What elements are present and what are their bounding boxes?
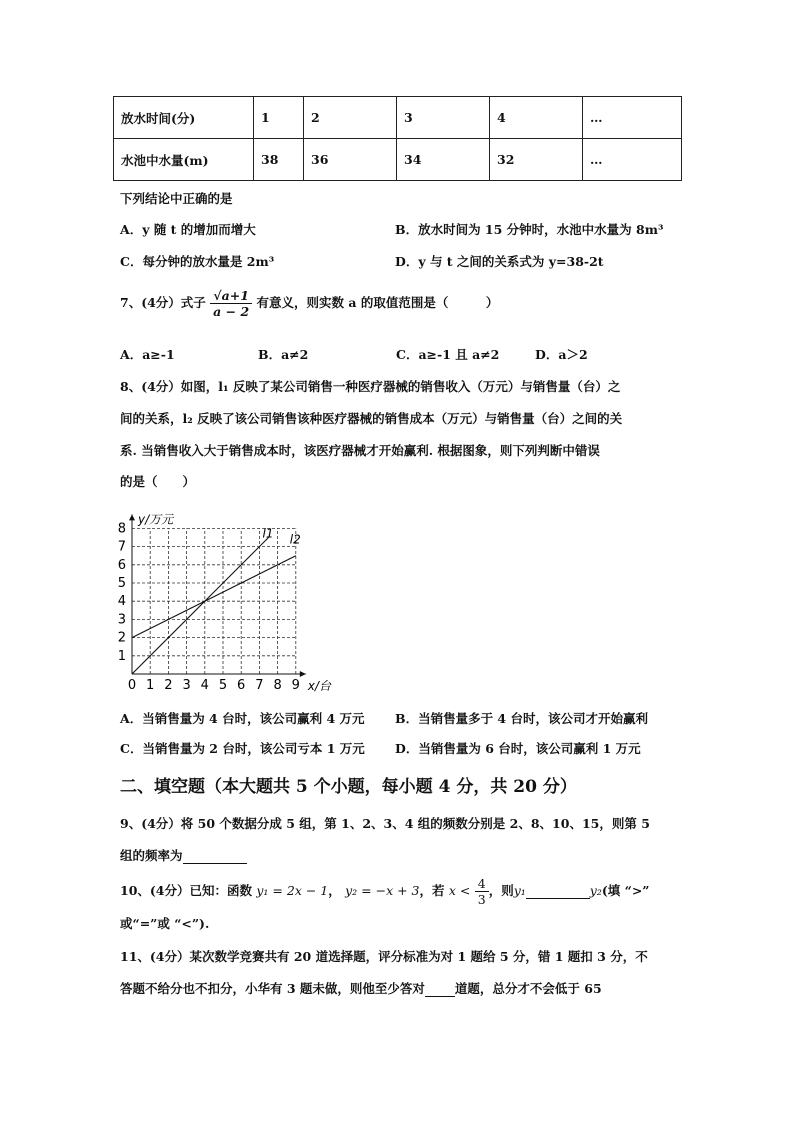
question-7 [120, 288, 498, 319]
x-tick-label: 3 [182, 678, 191, 693]
q10-function-2: y₂ = −x + 3 [345, 883, 420, 898]
q8-option-d: D．当销售量为 6 台时，该公司赢利 1 万元 [395, 741, 641, 756]
table-cell: 38 [254, 139, 304, 181]
q11-line-2 [120, 979, 602, 997]
y-tick-label: 8 [117, 521, 126, 537]
table-row [114, 97, 682, 139]
q8-option-a: A．当销售量为 4 台时，该公司赢利 4 万元 [120, 711, 365, 726]
q6-option-a: A．y 随 t 的增加而增大 [120, 222, 256, 237]
y-tick-label: 5 [117, 576, 126, 591]
q6-option-c: C．每分钟的放水量是 2m³ [120, 254, 275, 269]
x-tick-label: 5 [218, 678, 228, 693]
q6-option-d: D．y 与 t 之间的关系式为 y=38-2t [395, 254, 604, 269]
x-axis-label: x/台 [307, 679, 331, 693]
q7-option-a: A．a≥-1 [120, 347, 175, 362]
y-tick-label: 3 [117, 612, 126, 628]
q10-hint: (填 “>” [601, 883, 650, 898]
q8-chart [110, 498, 350, 698]
q10-prefix: 10、(4分）已知：函数 [120, 883, 253, 898]
q7-option-d: D．a＞2 [535, 347, 588, 362]
q9-line-2 [120, 846, 247, 864]
q10-fraction [475, 876, 489, 907]
table-cell: 3 [397, 97, 490, 139]
y-axis-arrow [129, 514, 135, 520]
q10-function-1: y₁ = 2x − 1 [256, 883, 329, 898]
x-tick-label: 0 [127, 678, 137, 693]
q7-option-b: B．a≠2 [258, 347, 309, 362]
table-cell: 1 [254, 97, 304, 139]
y-tick-label: 6 [117, 557, 126, 573]
q8-line-4: 的是（ ） [120, 474, 196, 489]
table-cell: … [583, 139, 682, 181]
q7-fraction [210, 288, 252, 319]
x-tick-label: 8 [273, 678, 282, 693]
x-axis-arrow [300, 671, 306, 677]
q9-text: 组的频率为 [120, 848, 183, 863]
q8-line-3: 系. 当销售收入大于销售成本时，该医疗器械才开始赢利. 根据图象，则下列判断中错误 [120, 443, 600, 458]
data-table [113, 96, 682, 181]
q8-line-2: 间的关系，l₂ 反映了该公司销售该种医疗器械的销售成本（万元）与销售量（台）之间的关 [120, 411, 623, 426]
q10-denominator: 3 [477, 892, 486, 907]
answer-blank[interactable] [183, 848, 247, 864]
x-tick-label: 2 [164, 678, 173, 693]
q10-y2: y₂ [589, 883, 602, 898]
q11-line-1: 11、(4分）某次数学竞赛共有 20 道选择题，评分标准为对 1 题给 5 分，错 1 题扣 3 分，不 [120, 949, 648, 964]
q7-numerator: √a+1 [210, 288, 252, 304]
series-label-l2: l2 [289, 532, 301, 547]
q10-numerator: 4 [475, 876, 489, 892]
series-line-l1 [132, 538, 269, 675]
table-cell: … [583, 97, 682, 139]
q7-suffix: 有意义，则实数 a 的取值范围是（ ） [256, 295, 499, 310]
q10-condition: x < [448, 883, 471, 898]
q11-text-b: 道题，总分才不会低于 65 [454, 981, 602, 996]
x-tick-label: 6 [237, 678, 246, 693]
q6-option-b: B．放水时间为 15 分钟时，水池中水量为 8m³ [395, 222, 664, 237]
y-tick-label: 4 [117, 594, 126, 610]
y-tick-label: 7 [117, 539, 126, 555]
section-heading: 二、填空题（本大题共 5 个小题，每小题 4 分，共 20 分） [120, 777, 577, 797]
q10-y1: y₁ [513, 883, 526, 898]
y-axis-label: y/万元 [138, 512, 174, 527]
q7-prefix: 7、(4分）式子 [120, 295, 206, 310]
q11-text-a: 答题不给分也不扣分，小华有 3 题未做，则他至少答对 [120, 981, 425, 996]
x-tick-label: 7 [255, 678, 264, 693]
q8-option-b: B．当销售量多于 4 台时，该公司才开始赢利 [395, 711, 648, 726]
x-tick-label: 1 [146, 678, 155, 693]
y-tick-label: 1 [117, 648, 126, 664]
table-row [114, 139, 682, 181]
table-cell: 4 [490, 97, 583, 139]
x-tick-label: 4 [200, 678, 209, 693]
q10-line-2: 或“=”或 “<”). [120, 916, 210, 931]
table-cell: 34 [397, 139, 490, 181]
q9-line-1: 9、(4分）将 50 个数据分成 5 组，第 1、2、3、4 组的频数分别是 2、8、10、15，则第 5 [120, 816, 650, 831]
q8-option-c: C．当销售量为 2 台时，该公司亏本 1 万元 [120, 741, 365, 756]
q7-denominator: a − 2 [213, 304, 250, 319]
q10-text-then: ，则 [488, 883, 514, 898]
q8-line-1: 8、(4分）如图，l₁ 反映了某公司销售一种医疗器械的销售收入（万元）与销售量（台）之 [120, 379, 621, 394]
q7-option-c: C．a≥-1 且 a≠2 [396, 347, 500, 362]
answer-blank[interactable] [526, 883, 590, 899]
table-cell: 2 [304, 97, 397, 139]
q6-prompt: 下列结论中正确的是 [120, 191, 233, 206]
y-tick-label: 2 [117, 630, 126, 646]
table-cell: 36 [304, 139, 397, 181]
series-label-l1: l1 [262, 526, 274, 541]
q10-text-if: ，若 [419, 883, 445, 898]
table-cell: 放水时间(分) [114, 97, 254, 139]
answer-blank[interactable] [425, 981, 455, 997]
table-cell: 32 [490, 139, 583, 181]
x-tick-label: 9 [291, 678, 300, 693]
series-line-l2 [132, 556, 296, 638]
question-10: 10、(4分）已知：函数 y₁ = 2x − 1， y₂ = −x + 3，若 x < $\frac{4}{3}$ ，则y₁ y₂(填 “>” [120, 876, 650, 907]
table-cell: 水池中水量(m) [114, 139, 254, 181]
